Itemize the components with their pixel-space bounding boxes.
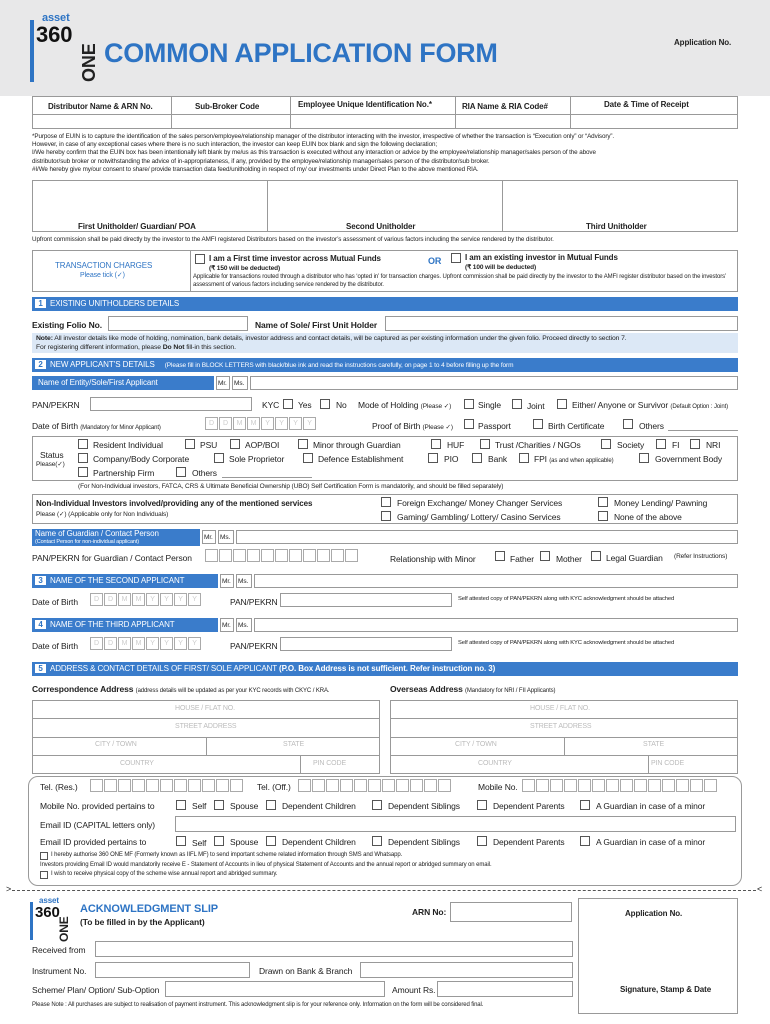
section-3-bar: 3 NAME OF THE SECOND APPLICANT <box>32 574 218 588</box>
existing-amount: (₹ 100 will be deducted) <box>465 264 537 271</box>
legal-guardian-label: Legal Guardian <box>606 553 663 563</box>
tel-off-cells[interactable] <box>298 779 452 792</box>
cut-line <box>12 890 756 891</box>
corr-country-placeholder: COUNTRY <box>120 760 154 767</box>
status-option: NRI <box>706 440 721 450</box>
ack-logo-one: ONE <box>57 916 71 942</box>
status-option: PIO <box>444 454 459 464</box>
third-pan-input[interactable] <box>280 637 452 651</box>
scheme-label: Scheme/ Plan/ Option/ Sub-Option <box>32 985 160 995</box>
pertains-option: Dependent Children <box>282 801 356 811</box>
cut-marker-left: > <box>6 884 12 894</box>
status-option: Resident Individual <box>93 440 163 450</box>
physical-copy-text: I wish to receive physical copy of the scheme wise annual report and abridged summary. <box>51 871 278 877</box>
ms-option[interactable]: Ms. <box>232 376 248 390</box>
correspondence-address-label: Correspondence Address <box>32 684 134 694</box>
gaming-checkbox[interactable] <box>381 511 391 521</box>
pan-input[interactable] <box>90 397 252 411</box>
non-individual-sub: Please (✓) (Applicable only for Non Individuals) <box>36 511 169 518</box>
kyc-yes-label: Yes <box>298 400 312 410</box>
tel-off-label: Tel. (Off.) <box>257 782 291 792</box>
existing-investor-label: I am an existing investor in Mutual Funds <box>465 253 618 262</box>
second-dob-label: Date of Birth <box>32 597 78 607</box>
email-self-checkbox[interactable] <box>176 836 186 846</box>
received-from-input[interactable] <box>95 941 573 957</box>
third-dob-label: Date of Birth <box>32 641 78 651</box>
dob-label: Date of Birth <box>32 421 78 431</box>
mother-label: Mother <box>556 554 582 564</box>
existing-folio-input[interactable] <box>108 316 248 331</box>
single-label: Single <box>478 400 502 410</box>
status-option: Bank <box>488 454 507 464</box>
third-applicant-name-input[interactable] <box>254 618 738 632</box>
status-option: Partnership Firm <box>93 468 155 478</box>
ack-signature-label: Signature, Stamp & Date <box>620 985 712 994</box>
pertains-option: A Guardian in case of a minor <box>596 801 706 811</box>
first-unit-holder-label: Name of Sole/ First Unit Holder <box>255 320 378 330</box>
or-label: OR <box>428 256 442 266</box>
money-lending-checkbox[interactable] <box>598 497 608 507</box>
logo-360: 360 <box>36 22 73 47</box>
status-option: Government Body <box>655 454 723 464</box>
pertains-option: Self <box>192 838 207 848</box>
ubo-note: (For Non-Individual investors, FATCA, CRS & Ultimate Beneficial Ownership (UBO) Self Certification Form is mandatorily, and should be filled separately) <box>78 483 504 490</box>
name-entity-label: Name of Entity/Sole/First Applicant <box>32 376 214 390</box>
birth-certificate-label: Birth Certificate <box>548 421 605 431</box>
mobile-guardian-checkbox[interactable] <box>580 800 590 810</box>
guardian-pan-cells[interactable] <box>205 549 359 562</box>
authorise-sms-checkbox[interactable] <box>40 852 48 860</box>
email-statement-text: Investors providing Email ID would mandatorily receive E - Statement of Accounts in lieu of physical Statement of Accounts and the annual report or abridged summary on email. <box>40 862 492 868</box>
mobile-pertains-label: Mobile No. provided pertains to <box>40 801 155 811</box>
third-mr-option[interactable]: Mr. <box>220 618 234 632</box>
ack-title: ACKNOWLEDGMENT SLIP <box>80 903 219 915</box>
mode-of-holding-label: Mode of Holding <box>358 400 419 410</box>
guardian-pan-label: PAN/PEKRN for Guardian / Contact Person <box>32 553 192 563</box>
either-checkbox[interactable] <box>557 399 567 409</box>
please-tick-label: Please tick (✓) <box>80 272 125 279</box>
pan-label: PAN/PEKRN <box>32 400 80 410</box>
ack-arn-label: ARN No: <box>412 907 447 917</box>
amount-label: Amount Rs. <box>392 985 436 995</box>
pertains-option: Dependent Siblings <box>388 801 460 811</box>
pertains-option: Dependent Children <box>282 837 356 847</box>
cut-marker-right: < <box>757 884 763 894</box>
pio-checkbox[interactable] <box>428 453 438 463</box>
scheme-input[interactable] <box>165 981 385 997</box>
pertains-option: A Guardian in case of a minor <box>596 837 706 847</box>
status-option: FPI <box>534 454 547 464</box>
status-option: PSU <box>200 440 218 450</box>
section-5-bar: 5 ADDRESS & CONTACT DETAILS OF FIRST/ SOLE APPLICANT (P.O. Box Address is not sufficient. Refer instruction no. 3) <box>32 662 738 676</box>
third-ms-option[interactable]: Ms. <box>236 618 252 632</box>
guardian-label-bar: Name of Guardian / Contact Person (Contact Person for non-individual applicant) <box>32 529 200 546</box>
service-option: None of the above <box>614 512 682 522</box>
status-option: Defence Establishment <box>318 454 404 464</box>
mobile-children-checkbox[interactable] <box>266 800 276 810</box>
first-time-investor-checkbox[interactable] <box>195 254 205 264</box>
father-label: Father <box>510 554 534 564</box>
father-checkbox[interactable] <box>495 551 505 561</box>
section-4-bar: 4 NAME OF THE THIRD APPLICANT <box>32 618 218 632</box>
euin-note: *Purpose of EUIN is to capture the identification of the sales person/employee/relationship manager of the distributor interacting with the investor, irrespective of whether the transaction is “Execution only” or “Advisory”. However, in case of any exceptional cases where there is no such interaction, the investor can keep EUIN box blank and sign the following declaration; I/We hereby confirm that the EUIN box has been intentionally left blank by me/us as this transaction is executed without any interaction or advice by the employee/relationship manager/sales person of the above distributor/sub broker or notwithstanding the advice of in-appropriateness, if any, provided by the employee/relationship manager/sales person of the distributor/sub broker. #I/We hereby give my/our consent to share/ provide transaction data feed/unitholding in respect of my/ our investments under Direct Plan to the above mentioned RIA. <box>32 133 615 173</box>
mother-checkbox[interactable] <box>540 551 550 561</box>
euin-header: Employee Unique Identification No.* <box>298 100 432 109</box>
legal-guardian-checkbox[interactable] <box>591 551 601 561</box>
status-option: Company/Body Corporate <box>93 454 190 464</box>
third-dob-cells[interactable]: D D M M Y Y Y Y <box>90 637 202 650</box>
overseas-city-placeholder: CITY / TOWN <box>455 741 497 748</box>
partnership-checkbox[interactable] <box>78 467 88 477</box>
mobile-cells[interactable] <box>522 779 718 792</box>
trust-checkbox[interactable] <box>480 439 490 449</box>
kyc-no-checkbox[interactable] <box>320 399 330 409</box>
logo-one: ONE <box>79 43 99 82</box>
existing-folio-label: Existing Folio No. <box>32 320 102 330</box>
second-mr-option[interactable]: Mr. <box>220 574 234 588</box>
second-ms-option[interactable]: Ms. <box>236 574 252 588</box>
status-others-checkbox[interactable] <box>176 467 186 477</box>
sole-proprietor-checkbox[interactable] <box>214 453 224 463</box>
resident-individual-checkbox[interactable] <box>78 439 88 449</box>
mobile-siblings-checkbox[interactable] <box>372 800 382 810</box>
service-option: Money Lending/ Pawning <box>614 498 708 508</box>
overseas-state-placeholder: STATE <box>643 741 665 748</box>
mobile-label: Mobile No. <box>478 782 518 792</box>
second-applicant-name-input[interactable] <box>254 574 738 588</box>
upfront-note: Upfront commission shall be paid directly by the investor to the AMFI registered Distributors based on the investor’s assessment of various factors including the service rendered by the distributor. <box>32 236 554 243</box>
bank-checkbox[interactable] <box>472 453 482 463</box>
drawn-on-bank-label: Drawn on Bank & Branch <box>259 966 353 976</box>
others-label: Others <box>639 421 664 431</box>
form-title: COMMON APPLICATION FORM <box>104 38 498 68</box>
guardian-name-input[interactable] <box>236 530 738 544</box>
second-pan-input[interactable] <box>280 593 452 607</box>
others-checkbox[interactable] <box>623 419 633 429</box>
corr-city-placeholder: CITY / TOWN <box>95 741 137 748</box>
pertains-option: Dependent Parents <box>493 801 565 811</box>
receipt-date-header: Date & Time of Receipt <box>604 100 689 109</box>
ack-arn-input[interactable] <box>450 902 572 922</box>
status-please-tick: Please(✓) <box>36 461 65 468</box>
third-pan-label: PAN/PEKRN <box>230 641 278 651</box>
either-survivor-label: Either/ Anyone or Survivor <box>572 400 669 410</box>
first-unitholder-sign-label: First Unitholder/ Guardian/ POA <box>78 222 196 231</box>
applicant-name-input[interactable] <box>250 376 738 390</box>
ack-note: Please Note : All purchases are subject to realisation of payment instrument. This acknowledgment slip is for your reference only. Information on the form will be considered final. <box>32 1002 484 1008</box>
joint-checkbox[interactable] <box>512 399 522 409</box>
instrument-no-label: Instrument No. <box>32 966 87 976</box>
status-option: Trust /Charities / NGOs <box>495 440 581 450</box>
status-option: Sole Proprietor <box>229 454 285 464</box>
status-label: Status <box>40 450 64 460</box>
overseas-pin-placeholder: PIN CODE <box>651 760 685 767</box>
service-option: Gaming/ Gambling/ Lottery/ Casino Services <box>397 512 561 522</box>
received-from-label: Received from <box>32 945 86 955</box>
single-checkbox[interactable] <box>464 399 474 409</box>
status-option: HUF <box>447 440 465 450</box>
amount-input[interactable] <box>437 981 573 997</box>
first-time-investor-label: I am a First time investor across Mutual Funds <box>209 254 381 263</box>
sub-broker-header: Sub-Broker Code <box>195 102 260 111</box>
refer-instructions: (Refer Instructions) <box>674 553 728 560</box>
second-pan-label: PAN/PEKRN <box>230 597 278 607</box>
aop-boi-checkbox[interactable] <box>230 439 240 449</box>
mobile-spouse-checkbox[interactable] <box>214 800 224 810</box>
third-unitholder-sign-label: Third Unitholder <box>586 222 647 231</box>
overseas-address-label: Overseas Address <box>390 684 463 694</box>
passport-label: Passport <box>478 421 511 431</box>
section-1-bar: 1 EXISTING UNITHOLDERS DETAILS <box>32 297 738 311</box>
status-option: Society <box>617 440 645 450</box>
email-pertains-label: Email ID provided pertains to <box>40 837 147 847</box>
pertains-option: Spouse <box>230 837 259 847</box>
government-body-checkbox[interactable] <box>639 453 649 463</box>
corr-pin-placeholder: PIN CODE <box>313 760 347 767</box>
corr-house-placeholder: HOUSE / FLAT NO. <box>175 705 235 712</box>
passport-checkbox[interactable] <box>464 419 474 429</box>
second-unitholder-sign-label: Second Unitholder <box>346 222 416 231</box>
fi-checkbox[interactable] <box>656 439 666 449</box>
application-no-label: Application No. <box>674 38 732 47</box>
email-children-checkbox[interactable] <box>266 836 276 846</box>
email-parents-checkbox[interactable] <box>477 836 487 846</box>
mobile-parents-checkbox[interactable] <box>477 800 487 810</box>
physical-copy-checkbox[interactable] <box>40 871 48 879</box>
service-option: Foreign Exchange/ Money Changer Services <box>397 498 563 508</box>
ack-logo: asset 360 <box>30 902 66 940</box>
instrument-no-input[interactable] <box>95 962 250 978</box>
society-checkbox[interactable] <box>601 439 611 449</box>
logo-asset: asset <box>42 12 70 24</box>
fpi-checkbox[interactable] <box>519 453 529 463</box>
pertains-option: Dependent Siblings <box>388 837 460 847</box>
overseas-house-placeholder: HOUSE / FLAT NO. <box>530 705 590 712</box>
huf-checkbox[interactable] <box>431 439 441 449</box>
corr-state-placeholder: STATE <box>283 741 305 748</box>
overseas-country-placeholder: COUNTRY <box>478 760 512 767</box>
status-option: Others <box>192 468 217 478</box>
email-input[interactable] <box>175 816 736 832</box>
pertains-option: Self <box>192 801 207 811</box>
pertains-option: Dependent Parents <box>493 837 565 847</box>
third-self-attested-note: Self attested copy of PAN/PEKRN along with KYC acknowledgment should be attached <box>458 640 675 646</box>
tel-res-label: Tel. (Res.) <box>40 782 78 792</box>
proof-of-birth-label: Proof of Birth <box>372 421 421 431</box>
corr-street-placeholder: STREET ADDRESS <box>175 723 237 730</box>
email-guardian-checkbox[interactable] <box>580 836 590 846</box>
ack-application-no: Application No. <box>625 909 683 918</box>
guardian-ms-option[interactable]: Ms. <box>218 530 234 544</box>
existing-investor-checkbox[interactable] <box>451 253 461 263</box>
pertains-option: Spouse <box>230 801 259 811</box>
minor-guardian-checkbox[interactable] <box>298 439 308 449</box>
status-option: AOP/BOI <box>245 440 280 450</box>
kyc-no-label: No <box>336 400 347 410</box>
first-time-amount: (₹ 150 will be deducted) <box>209 265 281 272</box>
non-individual-label: Non-Individual Investors involved/providing any of the mentioned services <box>36 499 313 508</box>
ack-subtitle: (To be filled in by the Applicant) <box>80 917 205 927</box>
guardian-mr-option[interactable]: Mr. <box>202 530 216 544</box>
status-option: Minor through Guardian <box>313 440 401 450</box>
first-unit-holder-input[interactable] <box>385 316 738 331</box>
defence-checkbox[interactable] <box>303 453 313 463</box>
relationship-minor-label: Relationship with Minor <box>390 554 476 564</box>
dob-cells[interactable]: D D M M Y Y Y Y <box>205 417 317 430</box>
mobile-self-checkbox[interactable] <box>176 800 186 810</box>
overseas-street-placeholder: STREET ADDRESS <box>530 723 592 730</box>
forex-checkbox[interactable] <box>381 497 391 507</box>
birth-certificate-checkbox[interactable] <box>533 419 543 429</box>
status-option: FI <box>672 440 680 450</box>
authorise-sms-text: I hereby authorise 360 ONE MF (Formerly known as IIFL MF) to send important scheme related information through SMS and Whatsapp. <box>51 852 403 858</box>
mr-option[interactable]: Mr. <box>216 376 230 390</box>
logo <box>30 12 80 82</box>
email-label: Email ID (CAPITAL letters only) <box>40 820 155 830</box>
nri-checkbox[interactable] <box>690 439 700 449</box>
psu-checkbox[interactable] <box>185 439 195 449</box>
distributor-name-header: Distributor Name & ARN No. <box>48 102 153 111</box>
kyc-yes-checkbox[interactable] <box>283 399 293 409</box>
none-checkbox[interactable] <box>598 511 608 521</box>
tel-res-cells[interactable] <box>90 779 244 792</box>
email-siblings-checkbox[interactable] <box>372 836 382 846</box>
section-2-bar: 2 NEW APPLICANT’S DETAILS (Please fill in BLOCK LETTERS with black/blue ink and read the instructions carefully, on page 1 to 4 before filling up the form <box>32 358 738 372</box>
company-checkbox[interactable] <box>78 453 88 463</box>
drawn-on-bank-input[interactable] <box>360 962 573 978</box>
ria-header: RIA Name & RIA Code# <box>462 102 548 111</box>
joint-label: Joint <box>527 401 545 411</box>
second-dob-cells[interactable]: D D M M Y Y Y Y <box>90 593 202 606</box>
transaction-note: Applicable for transactions routed through a distributor who has ‘opted in’ for transaction charges. Upfront commission shall be paid directly by the investor to the AMFI register distributor based on the investors’ assessment of various factors including service rendered by the distributor. <box>193 274 727 288</box>
transaction-charges-title: TRANSACTION CHARGES <box>55 261 153 270</box>
second-self-attested-note: Self attested copy of PAN/PEKRN along with KYC acknowledgment should be attached <box>458 596 675 602</box>
kyc-label: KYC <box>262 400 280 410</box>
email-spouse-checkbox[interactable] <box>214 836 224 846</box>
